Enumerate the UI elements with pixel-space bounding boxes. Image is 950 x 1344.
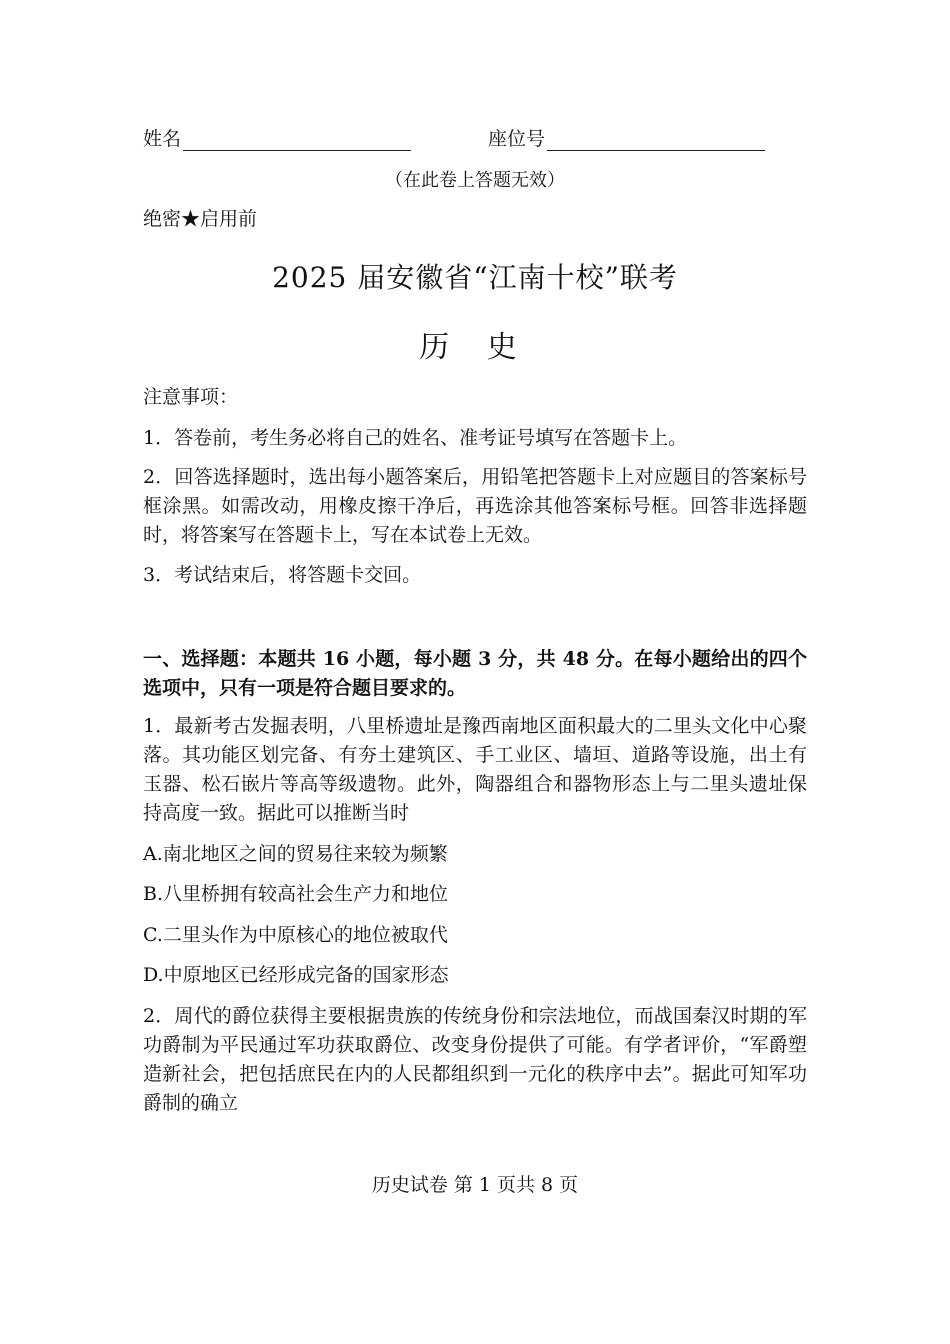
page-footer: 历史试卷 第 1 页共 8 页 (371, 1174, 579, 1196)
option-d: D.中原地区已经形成完备的国家形态 (143, 964, 449, 986)
exam-subject: 历 史 (419, 330, 531, 365)
notice-item: 3．考试结束后，将答题卡交回。 (143, 564, 422, 586)
option-b: B.八里桥拥有较高社会生产力和地位 (143, 883, 449, 905)
question-stem: 2．周代的爵位获得主要根据贵族的传统身份和宗法地位，而战国秦汉时期的军功爵制为平民通过军功获取爵位、改变身份提供了可能。有学者评价，“军爵塑造新社会，把包括庶民在内的人民都组织到一元化的秩序中去”。据此可知军功爵制的确立 (143, 1005, 807, 1114)
seat-blank[interactable] (547, 130, 765, 151)
option-c: C.二里头作为中原核心的地位被取代 (143, 924, 448, 946)
section-heading: 一、选择题：本题共 16 小题，每小题 3 分，共 48 分。在每小题给出的四个选项中，只有一项是符合题目要求的。 (143, 648, 807, 699)
notice-heading: 注意事项： (143, 386, 239, 408)
secret-label: 绝密★启用前 (143, 208, 258, 230)
invalid-note: （在此卷上答题无效） (385, 170, 565, 191)
exam-title: 2025 届安徽省“江南十校”联考 (272, 261, 678, 294)
name-blank[interactable] (183, 130, 411, 151)
candidate-fields (143, 124, 823, 154)
name-field[interactable] (143, 124, 411, 151)
notice-item: 2．回答选择题时，选出每小题答案后，用铅笔把答题卡上对应题目的答案标号框涂黑。如需改动，用橡皮擦干净后，再选涂其他答案标号框。回答非选择题时，将答案写在答题卡上，写在本试卷上无效。 (143, 466, 807, 546)
name-label: 姓名 (143, 128, 182, 150)
seat-label: 座位号 (488, 128, 546, 150)
seat-field[interactable] (488, 124, 765, 151)
option-a: A.南北地区之间的贸易往来较为频繁 (143, 843, 448, 865)
notice-item: 1．答卷前，考生务必将自己的姓名、准考证号填写在答题卡上。 (143, 427, 688, 449)
question-stem: 1．最新考古发掘表明，八里桥遗址是豫西南地区面积最大的二里头文化中心聚落。其功能区划完备、有夯土建筑区、手工业区、墙垣、道路等设施，出土有玉器、松石嵌片等高等级遗物。此外，陶器组合和器物形态上与二里头遗址保持高度一致。据此可以推断当时 (143, 715, 807, 824)
